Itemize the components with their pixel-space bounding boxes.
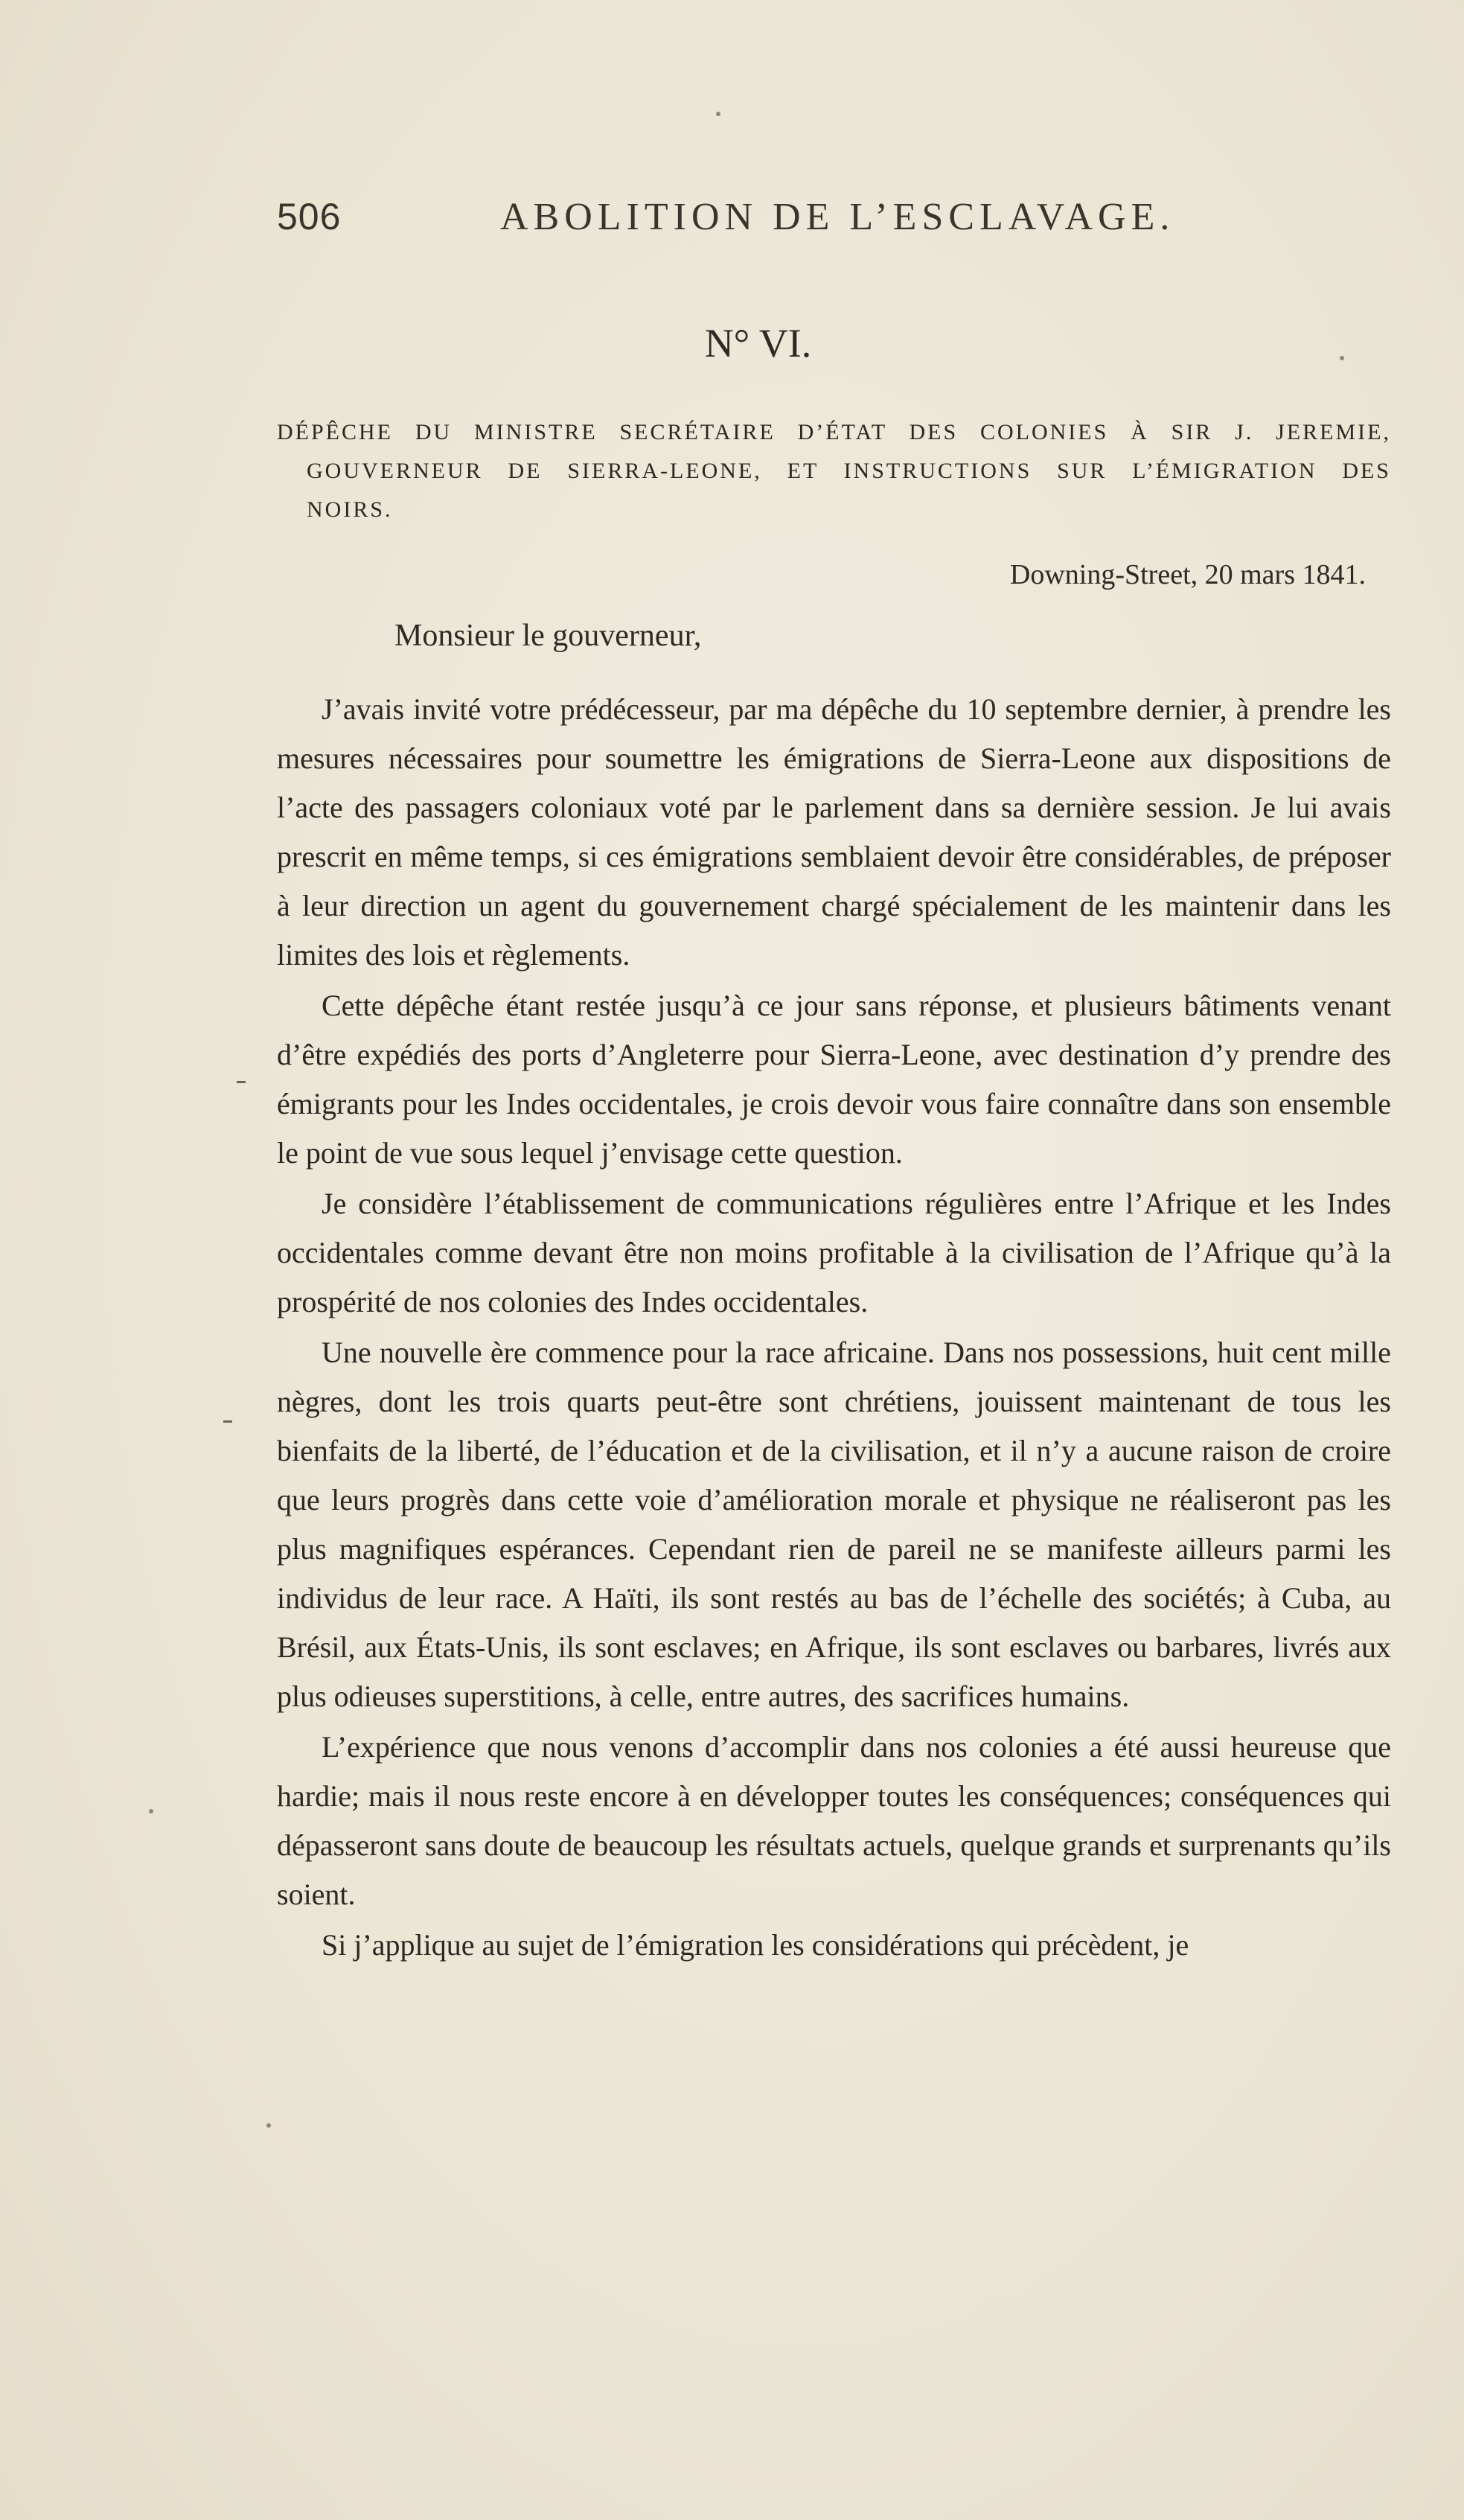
dateline: Downing-Street, 20 mars 1841. <box>1009 559 1366 590</box>
document-heading <box>277 413 1391 529</box>
paper-speck <box>1340 356 1344 360</box>
paragraph: J’avais invité votre prédécesseur, par ma dépêche du 10 septembre dernier, à prendre les mesures nécessaires pour soumettre les émigrations de Sierra-Leone aux dispositions de l’acte des passagers coloniaux voté par le parlement dans sa dernière session. Je lui avais prescrit en même temps, si ces émigrations semblaient devoir être considérables, de préposer à leur direction un agent du gouvernement chargé spécialement de les maintenir dans les limites des lois et règlements. <box>277 692 1391 972</box>
page-number: 506 <box>277 196 342 237</box>
running-title: ABOLITION DE L’ESCLAVAGE. <box>500 196 1175 238</box>
heading-line: GOUVERNEUR DE SIERRA-LEONE, ET INSTRUCTIONS SUR L’ÉMIGRATION DES <box>307 459 1391 483</box>
paragraph: Cette dépêche étant restée jusqu’à ce jour sans réponse, et plusieurs bâtiments venant d’être expédiés des ports d’Angleterre pour Sierra-Leone, avec destination d’y prendre des émigrants pour les Indes occidentales, je crois devoir vous faire connaître dans son ensemble le point de vue sous lequel j’envisage cette question. <box>277 989 1391 1170</box>
margin-mark <box>237 1081 246 1083</box>
document-number-text: N° VI. <box>704 321 812 366</box>
paragraph: L’expérience que nous venons d’accomplir dans nos colonies a été aussi heureuse que hardie; mais il nous reste encore à en développer toutes les conséquences; conséquences qui dépasseront sans doute de beaucoup les résultats actuels, quelque grands et surprenants qu’ils soient. <box>277 1730 1391 1911</box>
document-number <box>0 320 1464 366</box>
paper-speck <box>716 112 720 116</box>
salutation: Monsieur le gouverneur, <box>394 619 702 653</box>
heading-line: NOIRS. <box>307 497 393 522</box>
running-head <box>277 195 1244 262</box>
heading-line: DÉPÊCHE DU MINISTRE SECRÉTAIRE D’ÉTAT DES COLONIES À SIR J. JEREMIE, <box>277 420 1391 444</box>
margin-mark <box>223 1420 232 1423</box>
paragraph: Une nouvelle ère commence pour la race africaine. Dans nos possessions, huit cent mille nègres, dont les trois quarts peut-être sont chrétiens, jouissent maintenant de tous les bienfaits de la liberté, de l’éducation et de la civilisation, et il n’y a aucune raison de croire que leurs progrès dans cette voie d’amélioration morale et physique ne réaliseront pas les plus magnifiques espérances. Cependant rien de pareil ne se manifeste ailleurs parmi les individus de leur race. A Haïti, ils sont restés au bas de l’échelle des sociétés; à Cuba, au Brésil, aux États-Unis, ils sont esclaves; en Afrique, ils sont esclaves ou barbares, livrés aux plus odieuses superstitions, à celle, entre autres, des sacrifices humains. <box>277 1336 1391 1713</box>
paragraph: Si j’applique au sujet de l’émigration les considérations qui précèdent, je <box>322 1928 1189 1962</box>
paragraph: Je considère l’établissement de communications régulières entre l’Afrique et les Indes occidentales comme devant être non moins profitable à la civilisation de l’Afrique qu’à la prospérité de nos colonies des Indes occidentales. <box>277 1187 1391 1318</box>
paper-speck <box>149 1809 153 1814</box>
letter-body <box>277 685 1391 1970</box>
paper-speck <box>266 2123 271 2128</box>
